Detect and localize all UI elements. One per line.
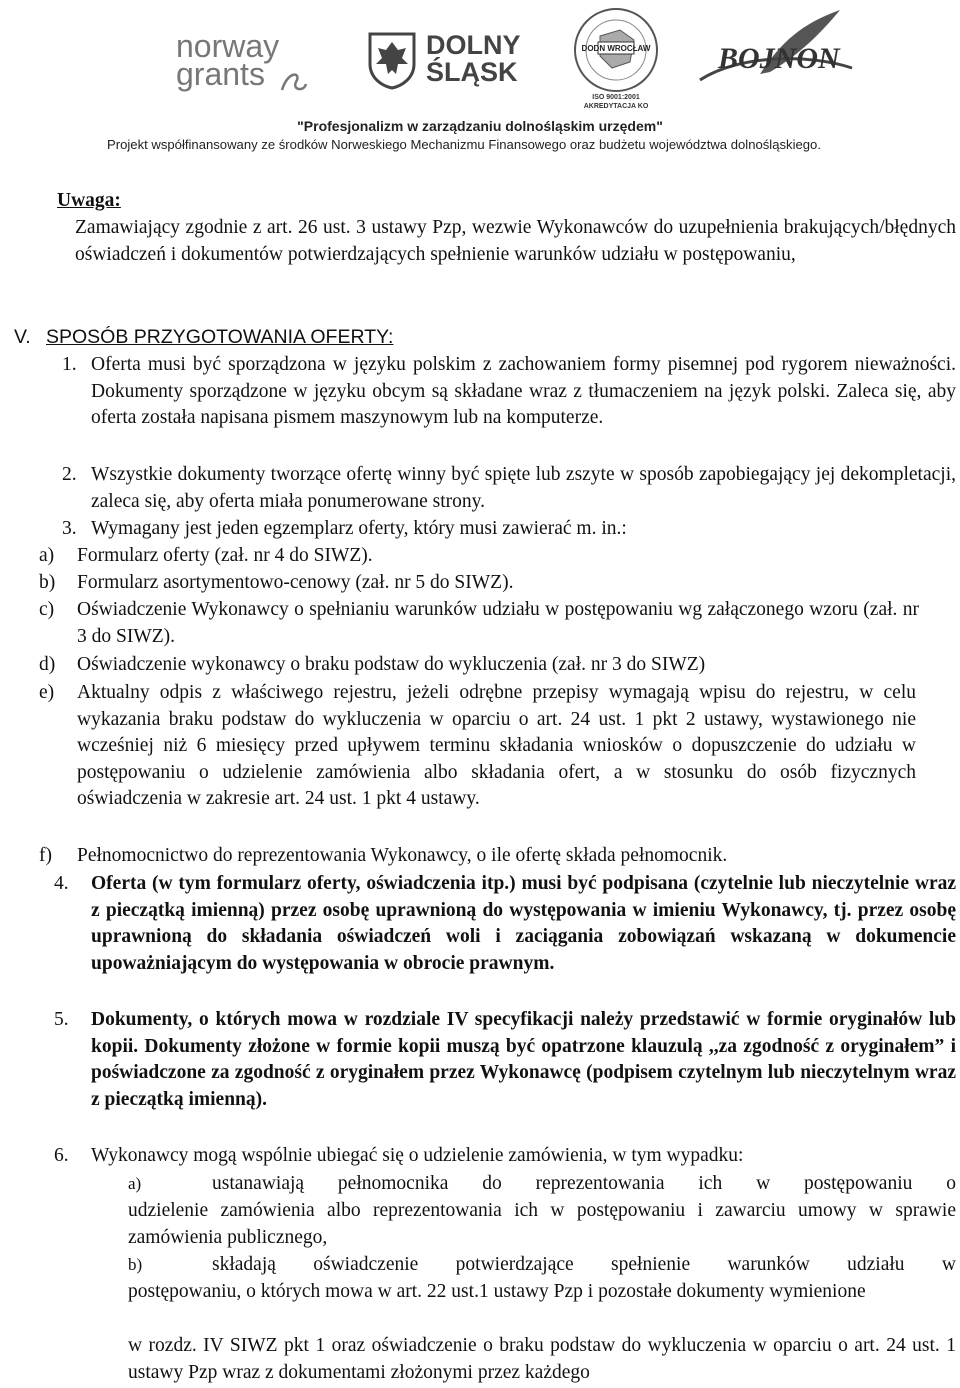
sub-6a-continuation: udzielenie zamówienia albo reprezentowania ich w postępowaniu i zawarciu umowy w sprawie zamówienia publicznego, <box>128 1200 956 1248</box>
dolny-slask-logo <box>366 30 536 90</box>
item-6-number: 6. <box>54 1145 69 1166</box>
sub-b-label: b) <box>39 572 56 593</box>
item-1-text: Oferta musi być sporządzona w języku polskim z zachowaniem formy pisemnej pod rygorem nieważności. Dokumenty sporządzone w języku obcym są składane wraz z tłumaczeniem na język polski. Zaleca się, aby oferta została napisana pismem maszynowym lub na komputerze. <box>91 354 956 428</box>
sub-e-text: Aktualny odpis z właściwego rejestru, jeżeli odrębne przepisy wymagają wpisu do rejestru, w celu wykazania braku podstaw do wykluczenia w oparciu o art. 24 ust. 1 pkt 2 ustawy, wystawionego nie wcześniej niż 6 miesięcy przed upływem terminu składania wniosków o dopuszczenie do udziału w postępowaniu o udzielenie zamówienia albo składania ofert, a w stosunku do osób fizycznych oświadczenia w zakresie art. 24 ust. 1 pkt 4 ustawy. <box>77 682 916 809</box>
eagle-crest-icon <box>366 30 418 90</box>
item-4-text: Oferta (w tym formularz oferty, oświadczenia itp.) musi być podpisana (czytelnie lub nieczytelnie wraz z pieczątką imienną) przez osobę uprawnioną do występowania w imieniu Wykonawcy, tj. przez osobę uprawnioną do składania oświadczeń woli i zaciągania zobowiązań wskazaną w dokumencie upoważniającym do występowania w obrocie prawnym. <box>91 873 956 974</box>
sub-a-text: Formularz oferty (zał. nr 4 do SIWZ). <box>77 545 373 566</box>
sub-6a-text: ustanawiają pełnomocnika do reprezentowania ich w postępowaniu o <box>212 1173 956 1194</box>
item-3-number: 3. <box>62 518 77 539</box>
sub-e-label: e) <box>39 682 55 703</box>
bojnon-logo <box>690 4 860 104</box>
norway-logo-text-1: norway <box>176 28 280 64</box>
sub-6a-label: a) <box>128 1174 142 1193</box>
sub-a-label: a) <box>39 545 55 566</box>
slask-text: ŚLĄSK <box>426 57 518 87</box>
dolny-text: DOLNY <box>426 30 521 60</box>
item-3-text: Wymagany jest jeden egzemplarz oferty, który musi zawierać m. in.: <box>91 518 627 539</box>
uwaga-heading: Uwaga: <box>57 190 121 211</box>
sub-6b-continuation: postępowaniu, o których mowa w art. 22 ust.1 ustawy Pzp i pozostałe dokumenty wymienione <box>128 1281 866 1302</box>
sub-c-text: Oświadczenie Wykonawcy o spełnianiu warunków udziału w postępowaniu wg załączonego wzoru (zał. nr 3 do SIWZ). <box>77 599 919 647</box>
item-4-number: 4. <box>54 873 69 894</box>
sub-f-text: Pełnomocnictwo do reprezentowania Wykonawcy, o ile ofertę składa pełnomocnik. <box>77 845 728 866</box>
sub-f-label: f) <box>39 845 52 866</box>
sub-d-text: Oświadczenie wykonawcy o braku podstaw do wykluczenia (zał. nr 3 do SIWZ) <box>77 654 706 675</box>
item-5-text: Dokumenty, o których mowa w rozdziale IV specyfikacji należy przedstawić w formie oryginałów lub kopii. Dokumenty złożone w formie kopii muszą być opatrzone klauzulą ,,za zgodność z oryginałem” i poświadczone za zgodność z oryginałem przez Wykonawcę (podpisem czytelnym lub nieczytelnym wraz z pieczątką imienną). <box>91 1009 956 1110</box>
project-motto: "Profesjonalizm w zarządzaniu dolnośląskim urzędem" <box>297 118 663 134</box>
sub-c-label: c) <box>39 599 55 620</box>
norway-logo-text-2: grants <box>176 56 265 92</box>
bojnon-text: BOJNON <box>718 42 840 75</box>
item-5-number: 5. <box>54 1009 69 1030</box>
akredytacja-label: AKREDYTACJA KO <box>583 103 649 110</box>
item-6-text: Wykonawcy mogą wspólnie ubiegać się o udzielenie zamówienia, w tym wypadku: <box>91 1145 744 1166</box>
dodn-seal-icon <box>560 6 672 94</box>
dodn-seal-logo <box>560 6 672 112</box>
iso-label: ISO 9001:2001 <box>592 94 640 101</box>
section-number: V. <box>14 326 31 348</box>
sub-d-label: d) <box>39 654 56 675</box>
sub-6b-label: b) <box>128 1255 143 1274</box>
uwaga-text: Zamawiający zgodnie z art. 26 ust. 3 ustawy Pzp, wezwie Wykonawców do uzupełnienia brakujących/błędnych oświadczeń i dokumentów potwierdzających spełnienie warunków udziału w postępowaniu, <box>75 217 956 265</box>
dodn-seal-label: DODN WROCŁAW <box>581 44 651 53</box>
norway-swirl-icon <box>278 68 308 98</box>
section-title: SPOSÓB PRZYGOTOWANIA OFERTY: <box>46 326 394 348</box>
item-2-text: Wszystkie dokumenty tworzące ofertę winny być spięte lub zszyte w sposób zapobiegający jej dekompletacji, zaleca się, aby oferta miała ponumerowane strony. <box>91 464 956 512</box>
item-2-number: 2. <box>62 464 77 485</box>
item-1-number: 1. <box>62 354 77 375</box>
project-funding-note: Projekt współfinansowany ze środków Norweskiego Mechanizmu Finansowego oraz budżetu województwa dolnośląskiego. <box>107 137 821 152</box>
sub-6b-text: składają oświadczenie potwierdzające spełnienie warunków udziału w <box>212 1254 956 1275</box>
sub-b-text: Formularz asortymentowo-cenowy (zał. nr 5 do SIWZ). <box>77 572 514 593</box>
sub-6b-continuation-2: w rozdz. IV SIWZ pkt 1 oraz oświadczenie o braku podstaw do wykluczenia w oparciu o art. 24 ust. 1 ustawy Pzp wraz z dokumentami złożonymi przez każdego <box>128 1335 956 1383</box>
norway-grants-logo <box>176 28 316 96</box>
page-header <box>0 0 960 160</box>
